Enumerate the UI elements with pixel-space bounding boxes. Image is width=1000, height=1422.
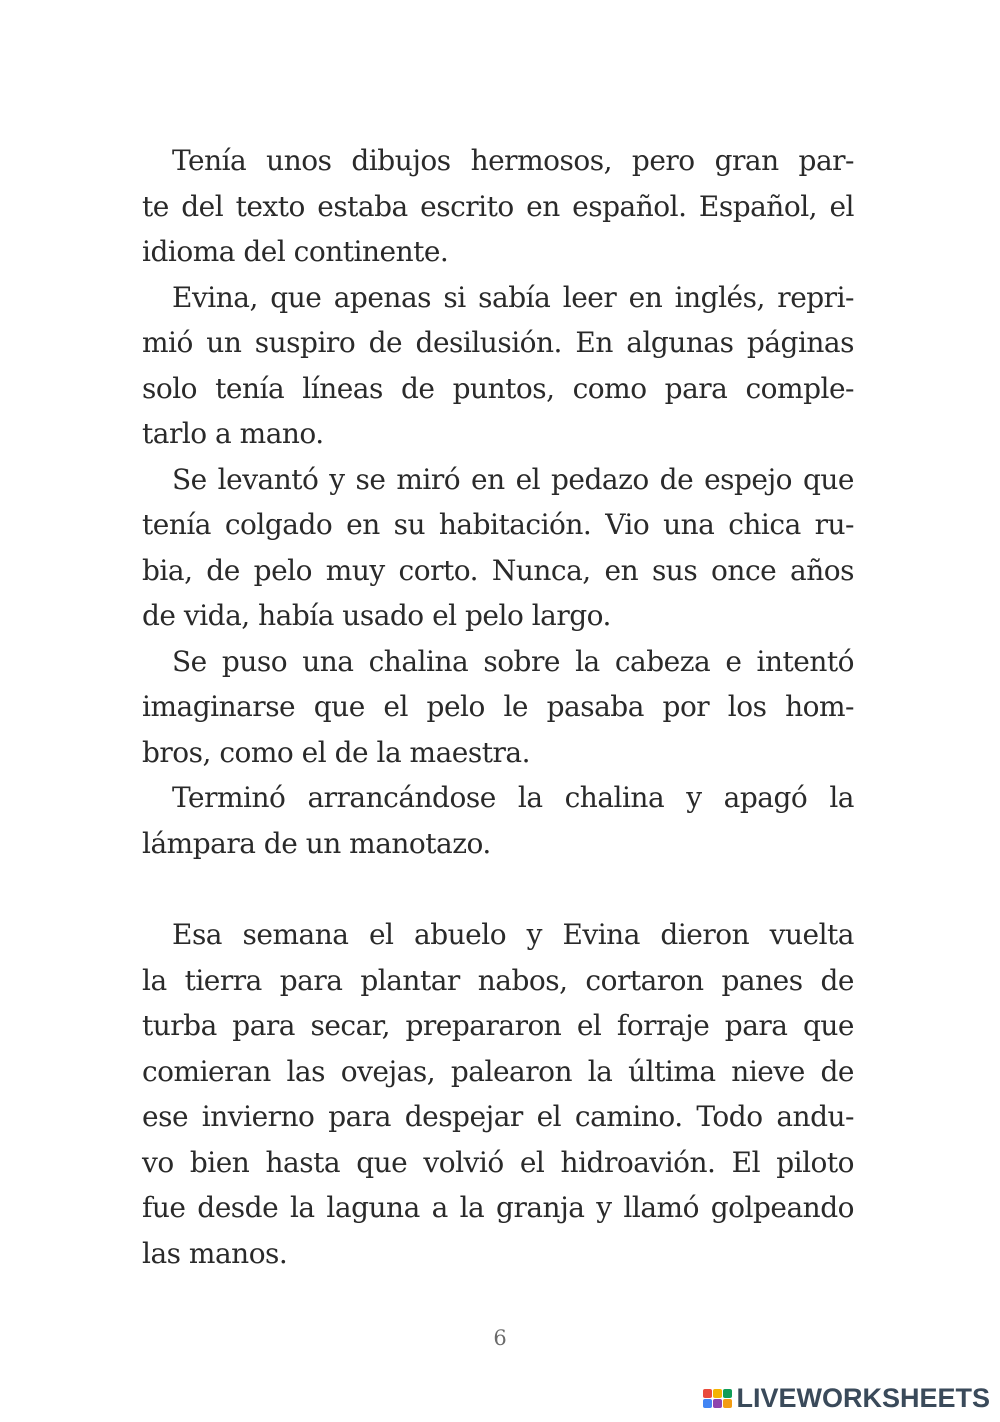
text-line: vo bien hasta que volvió el hidroavión. El piloto bbox=[142, 1145, 854, 1179]
text-line: te del texto estaba escrito en español. Español, el bbox=[142, 189, 854, 223]
page-number: 6 bbox=[493, 1326, 507, 1350]
text-line: imaginarse que el pelo le pasaba por los hom- bbox=[142, 690, 854, 723]
liveworksheets-watermark bbox=[703, 1382, 990, 1414]
logo-square bbox=[703, 1389, 712, 1398]
text-line: las manos. bbox=[142, 1236, 288, 1270]
logo-square bbox=[723, 1399, 732, 1408]
text-line: idioma del continente. bbox=[142, 235, 449, 268]
text-line: bros, como el de la maestra. bbox=[142, 735, 530, 769]
text-line: de vida, había usado el pelo largo. bbox=[142, 599, 611, 632]
text-line: Terminó arrancándose la chalina y apagó la bbox=[172, 781, 854, 814]
text-line: ese invierno para despejar el camino. Todo andu- bbox=[142, 1100, 854, 1133]
text-line: turba para secar, prepararon el forraje para que bbox=[142, 1009, 854, 1042]
paragraph-3 bbox=[142, 457, 854, 639]
text-line: fue desde la laguna a la granja y llamó golpeando bbox=[142, 1191, 854, 1224]
logo-square bbox=[723, 1389, 732, 1398]
paragraph-4 bbox=[142, 639, 854, 776]
logo-square bbox=[713, 1399, 722, 1408]
paragraph-6 bbox=[142, 912, 854, 1276]
text-line: solo tenía líneas de puntos, como para comple- bbox=[142, 371, 854, 405]
text-line: Tenía unos dibujos hermosos, pero gran par- bbox=[172, 144, 854, 177]
text-line: la tierra para plantar nabos, cortaron panes de bbox=[142, 963, 854, 997]
text-line: mió un suspiro de desilusión. En algunas páginas bbox=[142, 326, 854, 359]
paragraph-2 bbox=[142, 275, 854, 457]
text-line: Se puso una chalina sobre la cabeza e intentó bbox=[172, 644, 854, 678]
text-line: tarlo a mano. bbox=[142, 417, 324, 450]
text-line: Se levantó y se miró en el pedazo de espejo que bbox=[172, 462, 854, 496]
watermark-text: LIVEWORKSHEETS bbox=[736, 1382, 990, 1413]
text-line: tenía colgado en su habitación. Vio una chica ru- bbox=[142, 508, 854, 541]
logo-square bbox=[703, 1399, 712, 1408]
logo-square bbox=[713, 1389, 722, 1398]
section-break bbox=[142, 866, 854, 912]
liveworksheets-logo-icon bbox=[703, 1389, 732, 1408]
text-line: Evina, que apenas si sabía leer en inglés, repri- bbox=[172, 280, 854, 314]
text-line: lámpara de un manotazo. bbox=[142, 826, 491, 860]
text-line: comieran las ovejas, palearon la última nieve de bbox=[142, 1054, 854, 1088]
paragraph-5 bbox=[142, 775, 854, 866]
body-text bbox=[142, 138, 854, 1276]
text-line: bia, de pelo muy corto. Nunca, en sus once años bbox=[142, 553, 854, 587]
paragraph-1 bbox=[142, 138, 854, 275]
text-line: Esa semana el abuelo y Evina dieron vuelta bbox=[172, 918, 854, 951]
